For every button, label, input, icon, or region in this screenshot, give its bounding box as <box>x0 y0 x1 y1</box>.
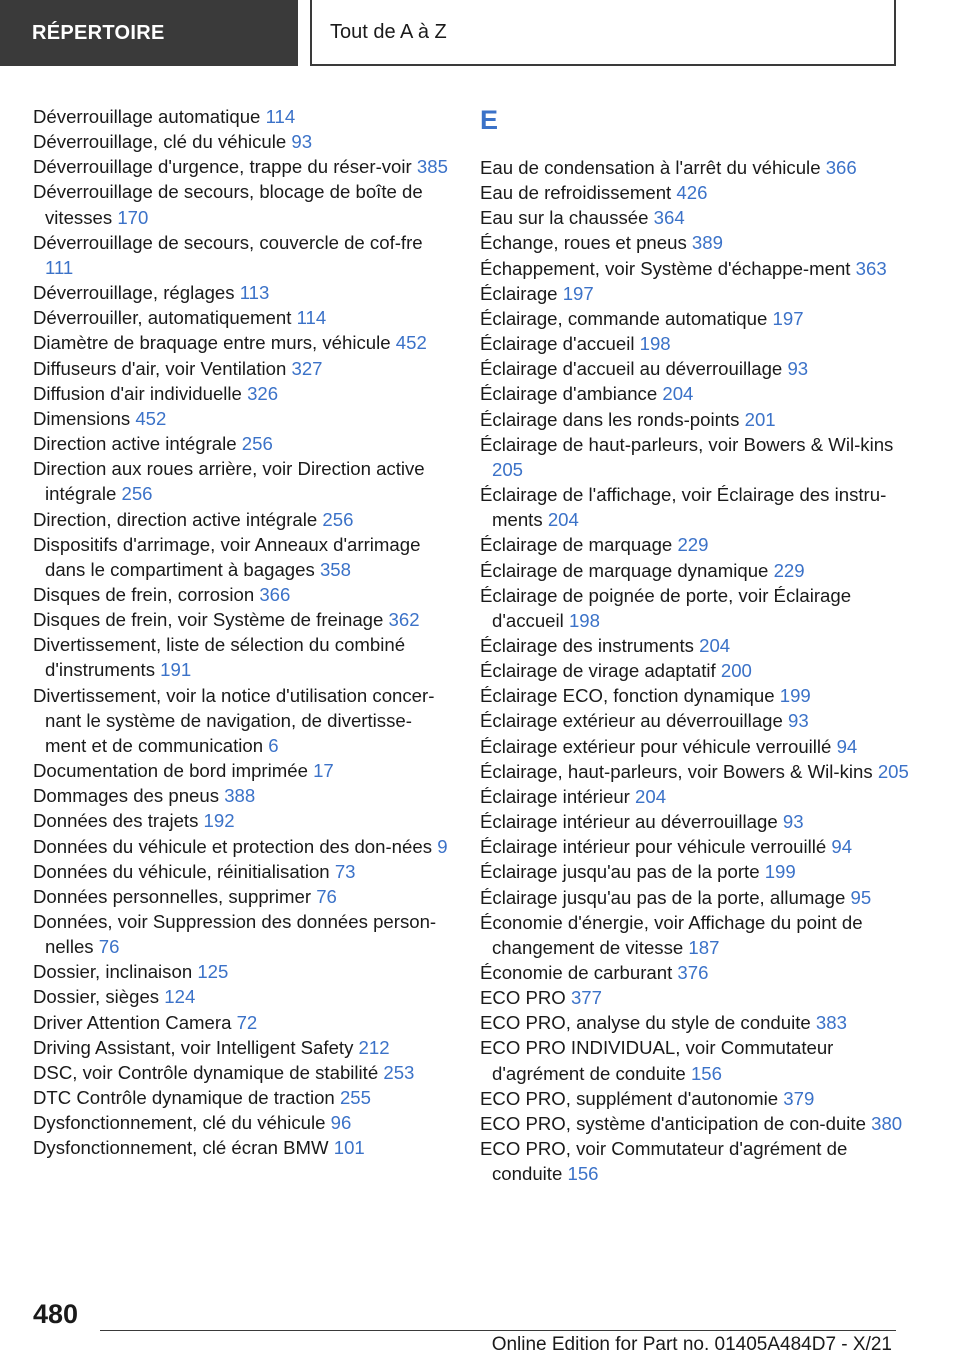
page-link[interactable]: 17 <box>313 760 334 782</box>
index-entry <box>33 406 453 431</box>
entry-text: Dommages des pneus <box>33 785 220 807</box>
index-entry <box>480 281 920 306</box>
page-link[interactable]: 366 <box>259 583 291 605</box>
page-link[interactable]: 452 <box>135 407 167 429</box>
entry-text: Éclairage de l'affichage, voir Éclairage des instru-ments <box>480 484 887 531</box>
page-link[interactable]: 170 <box>117 206 149 228</box>
entry-text: Données du véhicule et protection des don-nées <box>33 835 433 857</box>
entry-text: ECO PRO, voir Commutateur d'agrément de conduite <box>480 1138 848 1185</box>
index-entry <box>33 959 453 984</box>
entry-text: Divertissement, voir la notice d'utilisation concer-nant le système de navigation, de divertisse-ment et de communication <box>33 684 435 756</box>
page-link[interactable]: 380 <box>871 1112 903 1134</box>
page-link[interactable]: 204 <box>547 509 579 531</box>
entry-text: Driving Assistant, voir Intelligent Safety <box>33 1036 354 1058</box>
index-entry <box>480 885 920 910</box>
entry-text: Driver Attention Camera <box>33 1011 232 1033</box>
page-link[interactable]: 192 <box>203 810 235 832</box>
page-link[interactable]: 114 <box>296 307 327 329</box>
entry-text: Données des trajets <box>33 810 199 832</box>
page-link[interactable]: 200 <box>720 660 752 682</box>
footer-edition: Online Edition for Part no. 01405A484D7 - X/21 <box>491 1334 892 1355</box>
entry-text: Dispositifs d'arrimage, voir Anneaux d'arrimage dans le compartiment à bagages <box>33 533 421 580</box>
entry-text: ECO PRO, système d'anticipation de con-duite <box>480 1112 866 1134</box>
page-link[interactable]: 199 <box>764 861 796 883</box>
entry-text: Eau de refroidissement <box>480 182 672 204</box>
index-column-right <box>480 104 920 1186</box>
index-entry <box>480 583 920 633</box>
entry-text: Économie d'énergie, voir Affichage du point de changement de vitesse <box>480 911 863 958</box>
index-entry <box>33 783 453 808</box>
page-link[interactable]: 72 <box>236 1011 258 1033</box>
index-entry <box>33 456 453 506</box>
page-link[interactable]: 385 <box>416 156 448 178</box>
page-link[interactable]: 362 <box>388 609 420 631</box>
letter-heading: E <box>480 105 499 135</box>
entry-text: Déverrouillage, réglages <box>33 282 235 304</box>
entry-text: Éclairage de virage adaptatif <box>480 660 716 682</box>
entry-text: Disques de frein, voir Système de freinage <box>33 609 384 631</box>
index-entry <box>480 859 920 884</box>
entry-text: Éclairage intérieur <box>480 785 630 807</box>
index-column-left <box>33 104 453 1161</box>
entry-text: Économie de carburant <box>480 962 673 983</box>
entry-text: Éclairage de marquage dynamique <box>480 559 769 581</box>
entry-text: Direction, direction active intégrale <box>33 508 318 530</box>
index-entry <box>33 632 453 682</box>
entry-text: Éclairage de poignée de porte, voir Éclairage d'accueil <box>480 584 852 631</box>
page-link[interactable]: 205 <box>877 760 909 782</box>
entry-text: Dossier, inclinaison <box>33 961 193 983</box>
entry-text: Diffusion d'air individuelle <box>33 382 242 404</box>
index-entry <box>33 1135 453 1160</box>
entry-text: Éclairage ECO, fonction dynamique <box>480 685 775 707</box>
page-link[interactable]: 6 <box>268 734 279 756</box>
index-entry <box>480 356 920 381</box>
entry-text: Éclairage, haut-parleurs, voir Bowers & Wil-kins <box>480 760 873 782</box>
page-link[interactable]: 256 <box>241 433 273 455</box>
page-link[interactable]: 197 <box>772 307 804 329</box>
entry-text: Éclairage jusqu'au pas de la porte, allumage <box>480 886 846 908</box>
index-entry <box>33 859 453 884</box>
page-link[interactable]: 156 <box>567 1163 599 1185</box>
page-link[interactable]: 111 <box>45 256 74 278</box>
entry-text: DSC, voir Contrôle dynamique de stabilité <box>33 1061 379 1083</box>
page-link[interactable]: 93 <box>788 710 809 732</box>
page-link[interactable]: 255 <box>339 1087 371 1109</box>
index-entry <box>480 910 920 960</box>
entry-text: Données personnelles, supprimer <box>33 885 312 907</box>
page-link[interactable]: 198 <box>568 609 600 631</box>
page-link[interactable]: 229 <box>773 559 805 581</box>
index-entry <box>480 1111 920 1136</box>
entry-text: Dysfonctionnement, clé écran BMW <box>33 1137 329 1159</box>
index-entry <box>33 179 453 229</box>
page-link[interactable]: 114 <box>265 106 296 127</box>
page-link[interactable]: 388 <box>224 785 256 807</box>
index-entry <box>480 331 920 356</box>
index-entry <box>480 180 920 205</box>
index-entries-e <box>480 155 920 1186</box>
entry-text: ECO PRO INDIVIDUAL, voir Commutateur d'agrément de conduite <box>480 1037 834 1084</box>
page-number: 480 <box>33 1299 79 1329</box>
index-entry <box>33 582 453 607</box>
page-link[interactable]: 383 <box>815 1012 847 1034</box>
index-entry <box>480 960 920 985</box>
page-link[interactable]: 156 <box>690 1062 722 1084</box>
page-link[interactable]: 76 <box>316 885 337 907</box>
page-link[interactable]: 389 <box>691 232 723 254</box>
entry-text: Déverrouillage, clé du véhicule <box>33 131 287 153</box>
entry-text: Eau de condensation à l'arrêt du véhicule <box>480 157 821 178</box>
page-link[interactable]: 201 <box>744 408 776 430</box>
index-entry <box>33 104 453 129</box>
entry-text: Documentation de bord imprimée <box>33 760 308 782</box>
footer-divider <box>100 1330 896 1331</box>
index-entry <box>480 985 920 1010</box>
index-entry <box>480 683 920 708</box>
index-entry <box>33 1060 453 1085</box>
index-entry <box>33 507 453 532</box>
entry-text: Déverrouillage automatique <box>33 106 261 127</box>
index-entry <box>480 306 920 331</box>
index-entry <box>33 305 453 330</box>
index-entry <box>480 230 920 255</box>
index-entry <box>33 129 453 154</box>
entry-text: Éclairage de marquage <box>480 534 673 556</box>
page-link[interactable]: 94 <box>836 735 858 757</box>
entry-text: Éclairage, commande automatique <box>480 307 768 329</box>
index-entry <box>480 558 920 583</box>
index-entry <box>480 658 920 683</box>
page-link[interactable]: 9 <box>437 835 448 857</box>
index-entry <box>480 1086 920 1111</box>
entry-text: Disques de frein, corrosion <box>33 583 255 605</box>
page-link[interactable]: 96 <box>330 1112 352 1134</box>
index-entry <box>480 407 920 432</box>
page-link[interactable]: 93 <box>782 811 804 833</box>
index-entry <box>33 381 453 406</box>
entry-text: Éclairage de haut-parleurs, voir Bowers & Wil-kins <box>480 433 894 455</box>
entry-text: Déverrouillage de secours, couvercle de cof-fre <box>33 231 423 253</box>
index-entry <box>33 808 453 833</box>
entry-text: Données du véhicule, réinitialisation <box>33 860 330 882</box>
index-entry <box>480 1136 920 1186</box>
entry-text: Éclairage intérieur pour véhicule verrouillé <box>480 836 827 858</box>
section-tab: RÉPERTOIRE <box>0 0 298 66</box>
index-entry <box>33 1035 453 1060</box>
index-entry <box>33 431 453 456</box>
page-link[interactable]: 199 <box>779 685 811 707</box>
page-link[interactable]: 204 <box>699 634 731 656</box>
entry-text: Éclairage dans les ronds-points <box>480 408 740 430</box>
page-link[interactable]: 187 <box>688 936 720 958</box>
entry-text: ECO PRO <box>480 987 566 1009</box>
page-link[interactable]: 197 <box>562 282 594 304</box>
entry-text: DTC Contrôle dynamique de traction <box>33 1087 335 1109</box>
index-entry <box>480 532 920 557</box>
entry-text: Eau sur la chaussée <box>480 207 649 229</box>
page-link[interactable]: 212 <box>358 1036 390 1058</box>
page-link[interactable]: 256 <box>121 483 153 505</box>
entry-text: Éclairage d'ambiance <box>480 383 658 405</box>
entry-text: ECO PRO, analyse du style de conduite <box>480 1012 811 1034</box>
page-link[interactable]: 426 <box>676 182 708 204</box>
entry-text: Éclairage extérieur au déverrouillage <box>480 710 783 732</box>
entry-text: Éclairage extérieur pour véhicule verrouillé <box>480 735 832 757</box>
page-link[interactable]: 256 <box>322 508 354 530</box>
entry-text: Divertissement, liste de sélection du combiné d'instruments <box>33 634 406 681</box>
index-entry <box>480 432 920 482</box>
page-link[interactable]: 363 <box>855 257 887 279</box>
entry-text: Éclairage d'accueil <box>480 333 635 355</box>
page-link[interactable]: 125 <box>197 961 229 983</box>
index-entry <box>33 1085 453 1110</box>
index-entry <box>480 1010 920 1035</box>
entry-text: Échappement, voir Système d'échappe-ment <box>480 257 851 279</box>
entry-text: Données, voir Suppression des données person-nelles <box>33 911 437 958</box>
page-link[interactable]: 204 <box>635 785 667 807</box>
page-link[interactable]: 73 <box>334 860 356 882</box>
entry-text: Échange, roues et pneus <box>480 232 687 254</box>
page-link[interactable]: 124 <box>164 986 196 1008</box>
page-link[interactable]: 101 <box>333 1137 365 1159</box>
index-entry <box>33 984 453 1009</box>
entry-text: Éclairage intérieur au déverrouillage <box>480 811 778 833</box>
page-link[interactable]: 93 <box>787 358 809 380</box>
entry-text: ECO PRO, supplément d'autonomie <box>480 1087 779 1109</box>
page-link[interactable]: 94 <box>831 836 853 858</box>
entry-text: Éclairage d'accueil au déverrouillage <box>480 358 783 380</box>
page-link[interactable]: 95 <box>850 886 872 908</box>
page-link[interactable]: 326 <box>247 382 279 404</box>
page-link[interactable]: 253 <box>383 1061 415 1083</box>
entry-text: Éclairage jusqu'au pas de la porte <box>480 861 760 883</box>
page-link[interactable]: 452 <box>395 332 427 354</box>
index-entry <box>33 356 453 381</box>
index-entry <box>33 884 453 909</box>
page-link[interactable]: 198 <box>639 333 671 355</box>
page-link[interactable]: 364 <box>653 207 685 229</box>
page-link[interactable]: 327 <box>291 357 323 379</box>
entry-text: Diffuseurs d'air, voir Ventilation <box>33 357 287 379</box>
index-entry <box>480 256 920 281</box>
entry-text: Éclairage des instruments <box>480 634 694 656</box>
index-entry <box>480 482 920 532</box>
index-entry <box>33 1010 453 1035</box>
index-entry <box>33 683 453 758</box>
index-entry <box>480 708 920 733</box>
page-link[interactable]: 205 <box>492 458 524 480</box>
entry-text: Éclairage <box>480 282 558 304</box>
index-entry <box>33 834 453 859</box>
index-entry <box>480 633 920 658</box>
entry-text: Direction aux roues arrière, voir Direction active intégrale <box>33 458 425 505</box>
page-link[interactable]: 376 <box>677 962 709 983</box>
index-entry <box>33 230 453 280</box>
page-link[interactable]: 76 <box>98 936 120 958</box>
index-entry <box>33 607 453 632</box>
index-entry <box>480 734 920 759</box>
index-entry <box>33 758 453 783</box>
page-link[interactable]: 204 <box>662 383 694 405</box>
page-link[interactable]: 93 <box>291 131 313 153</box>
index-entry <box>480 834 920 859</box>
page-link[interactable]: 358 <box>319 558 351 580</box>
page-link[interactable]: 366 <box>825 157 857 178</box>
index-entry <box>480 381 920 406</box>
index-entry <box>33 280 453 305</box>
entry-text: Dimensions <box>33 407 131 429</box>
page-link[interactable]: 229 <box>677 534 709 556</box>
index-entry <box>480 809 920 834</box>
index-entry <box>480 759 920 784</box>
section-subtitle: Tout de A à Z <box>310 0 896 66</box>
entry-text: Déverrouillage d'urgence, trappe du réser-voir <box>33 156 412 178</box>
entry-text: Direction active intégrale <box>33 433 237 455</box>
index-entry <box>480 155 920 180</box>
page-link[interactable]: 379 <box>783 1087 815 1109</box>
entry-text: Dossier, sièges <box>33 986 160 1008</box>
index-entry <box>33 909 453 959</box>
index-entry <box>480 205 920 230</box>
index-entry <box>33 1110 453 1135</box>
page-link[interactable]: 377 <box>570 987 602 1009</box>
page-link[interactable]: 113 <box>239 282 270 304</box>
index-entry <box>33 154 453 179</box>
index-entry <box>480 1035 920 1085</box>
index-entry <box>480 784 920 809</box>
index-entry <box>33 532 453 582</box>
index-entry <box>33 330 453 355</box>
entry-text: Dysfonctionnement, clé du véhicule <box>33 1112 326 1134</box>
entry-text: Diamètre de braquage entre murs, véhicule <box>33 332 391 354</box>
entry-text: Déverrouiller, automatiquement <box>33 307 292 329</box>
entry-text: Déverrouillage de secours, blocage de boîte de vitesses <box>33 181 423 228</box>
page-header <box>0 0 960 66</box>
page-link[interactable]: 191 <box>160 659 192 681</box>
